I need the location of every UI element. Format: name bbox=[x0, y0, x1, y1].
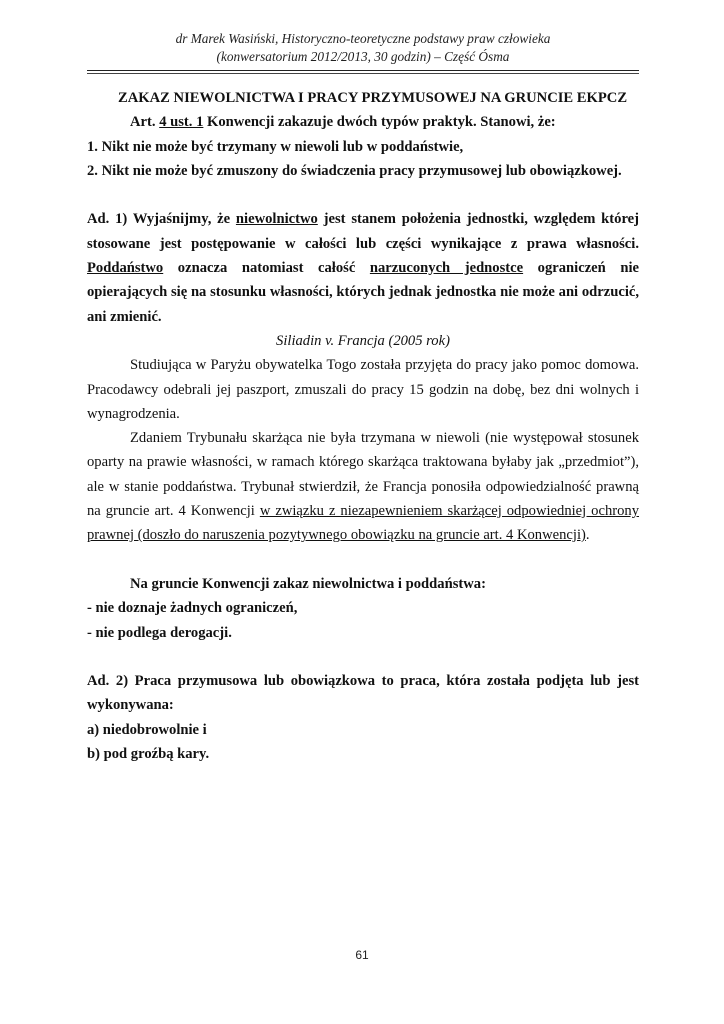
case-ruling-paragraph: Zdaniem Trybunału skarżąca nie była trzymana w niewoli (nie występował stosunek oparty na prawie własności, w ramach którego skarżąca traktowana byłaby jak „przedmiot”), ale w stanie poddaństwa. Trybunał stwierdził, że Francja ponosiła odpowiedzialność prawną na gruncie art. 4 Konwencji w związku z niezapewnieniem skarżącej odpowiedniej ochrony prawnej (doszło do naruszenia pozytywnego obowiązku na gruncie art. 4 Konwencji). bbox=[87, 430, 640, 544]
article-reference: 4 ust. 1 bbox=[159, 114, 204, 131]
prohibition-item: - nie podlega derogacji. bbox=[87, 624, 232, 641]
article-item-1: 1. Nikt nie może być trzymany w niewoli lub w poddaństwie, bbox=[87, 138, 464, 155]
page-number: 61 bbox=[355, 948, 369, 962]
prohibition-heading: Na gruncie Konwencji zakaz niewolnictwa i poddaństwa: bbox=[130, 575, 486, 592]
ad1-paragraph: Ad. 1) Wyjaśnijmy, że niewolnictwo jest stanem położenia jednostki, względem której stosowane jest postępowanie w całości lub części wynikające z prawa własności. Poddaństwo oznacza natomiast całość narzuconych jednostce ograniczeń nie opierających się na stosunku własności, których jednak jednostka nie może ani odrzucić, ani zmienić. bbox=[87, 211, 639, 325]
term-niewolnictwo: niewolnictwo bbox=[235, 211, 318, 228]
section-title: ZAKAZ NIEWOLNICTWA I PRACY PRZYMUSOWEJ NA GRUNCIE EKPCZ bbox=[118, 90, 628, 106]
case-facts-paragraph: Studiująca w Paryżu obywatelka Togo została przyjęta do pracy jako pomoc domowa. Pracodawcy odebrali jej paszport, zmuszali do pracy 15 godzin na dobę, bez dni wolnych i wynagrodzenia. bbox=[87, 357, 639, 422]
header-author-title: dr Marek Wasiński, Historyczno-teoretyczne podstawy praw człowieka bbox=[175, 31, 551, 46]
prohibition-item: - nie doznaje żadnych ograniczeń, bbox=[87, 600, 298, 617]
running-header bbox=[87, 30, 639, 66]
header-course-info: (konwersatorium 2012/2013, 30 godzin) – Część Ósma bbox=[216, 49, 510, 64]
ad2-paragraph: Ad. 2) Praca przymusowa lub obowiązkowa to praca, która została podjęta lub jest bbox=[87, 673, 639, 690]
case-title: Siliadin v. Francja (2005 rok) bbox=[276, 332, 450, 349]
ad2-item-b: b) pod groźbą kary. bbox=[87, 746, 210, 763]
document-page: dr Marek Wasiński, Historyczno-teoretyczne podstawy praw człowieka (konwersatorium 2012/2013, 30 godzin) – Część Ósma ZAKAZ NIEWOLNICTWA I PRACY PRZYMUSOWEJ NA GRUNCIE EKPCZ Art. 4 ust. 1 Konwencji zakazuje dwóch typów praktyk. Stanowi, że: 1. Nikt nie może być trzymany w niewoli lub w poddaństwie, 2. Nikt nie może być zmuszony do świadczenia pracy przymusowej lub obowiązkowej. Ad. 1) Wyjaśnijmy, że niewolnictwo jest stanem położenia jednostki, względem której stosowane jest postępowanie w całości lub części wynikające z prawa własności. Poddaństwo oznacza natomiast całość narzuconych jednostce ograniczeń nie opierających się na stosunku własności, których jednak jednostka nie może ani odrzucić, ani zmienić. Siliadin v. Francja (2005 rok) Studiująca w Paryżu obywatelka Togo została przyjęta do pracy jako pomoc domowa. Pracodawcy odebrali jej paszport, zmuszali do pracy 15 godzin na dobę, bez dni wolnych i wynagrodzenia. Zdaniem Trybunału skarżąca nie była trzymana w niewoli (nie występował stosunek oparty na prawie własności, w ramach którego skarżąca traktowana byłaby jak „przedmiot”), ale w stanie poddaństwa. Trybunał stwierdził, że Francja ponosiła odpowiedzialność prawną na gruncie art. 4 Konwencji w związku z niezapewnieniem skarżącej odpowiedniej ochrony prawnej (doszło do naruszenia pozytywnego obowiązku na gruncie art. 4 Konwencji). Na gruncie Konwencji zakaz niewolnictwa i poddaństwa: - nie doznaje żadnych ograniczeń, - nie podlega derogacji. Ad. 2) Praca przymusowa lub obowiązkowa to praca, która została podjęta lub jest wykonywana: a) niedobrowolnie i b) pod groźbą kary. bbox=[87, 30, 639, 766]
article-intro: Art. 4 ust. 1 Konwencji zakazuje dwóch typów praktyk. Stanowi, że: bbox=[130, 114, 556, 131]
term-narzuconych: narzuconych jednostce bbox=[369, 260, 524, 277]
article-item-2: 2. Nikt nie może być zmuszony do świadczenia pracy przymusowej lub obowiązkowej. bbox=[87, 162, 622, 179]
term-poddanstwo: Poddaństwo bbox=[87, 260, 164, 277]
header-divider bbox=[87, 70, 639, 71]
ad2-item-a: a) niedobrowolnie i bbox=[87, 721, 207, 738]
